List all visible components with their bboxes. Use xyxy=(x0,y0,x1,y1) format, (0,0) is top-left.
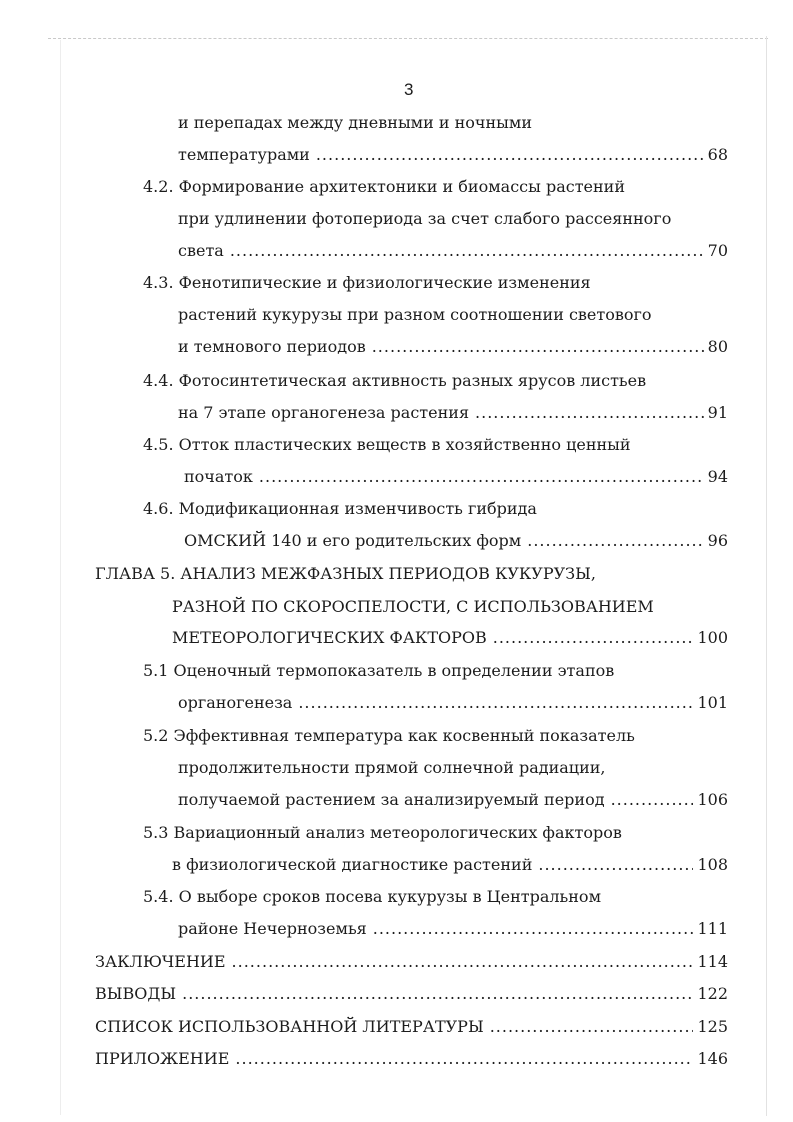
toc-entry-5-3[interactable] xyxy=(172,854,728,876)
toc-entry-appendix[interactable] xyxy=(95,1048,728,1070)
toc-chapter-5-line2: РАЗНОЙ ПО СКОРОСПЕЛОСТИ, С ИСПОЛЬЗОВАНИЕМ xyxy=(172,597,654,616)
toc-4-3-line2: растений кукурузы при разном соотношении светового xyxy=(178,305,652,324)
leader-dots xyxy=(316,144,704,166)
leader-dots xyxy=(232,951,694,973)
toc-4-6-line2: ОМСКИЙ 140 и его родительских форм xyxy=(184,531,522,550)
toc-references-title: СПИСОК ИСПОЛЬЗОВАННОЙ ЛИТЕРАТУРЫ xyxy=(95,1017,484,1036)
toc-4-6-line1: 4.6. Модификационная изменчивость гибрида xyxy=(143,499,537,518)
toc-entry-4-5[interactable] xyxy=(184,466,728,488)
toc-4-2-line2: при удлинении фотопериода за счет слабого рассеянного xyxy=(178,209,672,228)
toc-entry-4-6[interactable] xyxy=(184,530,728,552)
toc-4-5-line1: 4.5. Отток пластических веществ в хозяйственно ценный xyxy=(143,435,631,454)
toc-appendix-title: ПРИЛОЖЕНИЕ xyxy=(95,1049,230,1068)
toc-entry-4-4[interactable] xyxy=(178,402,728,424)
toc-4-4-line1: 4.4. Фотосинтетическая активность разных ярусов листьев xyxy=(143,371,647,390)
leader-dots xyxy=(298,692,693,714)
toc-findings-title: ВЫВОДЫ xyxy=(95,984,177,1003)
leader-dots xyxy=(235,1048,693,1070)
toc-entry-findings[interactable] xyxy=(95,983,728,1005)
leader-dots xyxy=(230,240,704,262)
toc-appendix-page: 146 xyxy=(697,1049,728,1068)
toc-5-4-page: 111 xyxy=(697,919,728,938)
toc-4-6-page: 96 xyxy=(707,531,728,550)
toc-5-1-line2: органогенеза xyxy=(178,693,293,712)
toc-5-3-line1: 5.3 Вариационный анализ метеорологических факторов xyxy=(143,823,622,842)
toc-4-2-line1: 4.2. Формирование архитектоники и биомассы растений xyxy=(143,177,625,196)
toc-entry-4-2[interactable] xyxy=(178,240,728,262)
leader-dots xyxy=(372,336,704,358)
leader-dots xyxy=(490,1016,694,1038)
toc-4-5-line2: початок xyxy=(184,467,253,486)
toc-entry-chapter-5[interactable] xyxy=(172,627,728,649)
toc-5-2-line1: 5.2 Эффективная температура как косвенный показатель xyxy=(143,726,635,745)
toc-conclusion-page: 114 xyxy=(697,952,728,971)
scan-edge-left xyxy=(60,40,61,1115)
toc-entry-references[interactable] xyxy=(95,1016,728,1038)
toc-4-3-line3: и темнового периодов xyxy=(178,337,366,356)
toc-4-3-line1: 4.3. Фенотипические и физиологические изменения xyxy=(143,273,591,292)
toc-entry-5-4[interactable] xyxy=(178,918,728,940)
toc-5-2-line2: продолжительности прямой солнечной радиации, xyxy=(178,758,606,777)
toc-references-page: 125 xyxy=(697,1017,728,1036)
toc-4-3-page: 80 xyxy=(707,337,728,356)
toc-conclusion-title: ЗАКЛЮЧЕНИЕ xyxy=(95,952,226,971)
toc-entry-4-1[interactable] xyxy=(178,144,728,166)
toc-5-3-line2: в физиологической диагностике растений xyxy=(172,855,533,874)
toc-5-2-page: 106 xyxy=(697,790,728,809)
page-number: 3 xyxy=(404,80,414,99)
toc-4-4-page: 91 xyxy=(707,403,728,422)
leader-dots xyxy=(182,983,693,1005)
toc-4-2-line3: света xyxy=(178,241,224,260)
leader-dots xyxy=(493,627,694,649)
scan-edge-top xyxy=(48,38,768,39)
leader-dots xyxy=(259,466,704,488)
toc-5-4-line1: 5.4. О выборе сроков посева кукурузы в Центральном xyxy=(143,887,602,906)
toc-chapter-5-line1: ГЛАВА 5. АНАЛИЗ МЕЖФАЗНЫХ ПЕРИОДОВ КУКУРУЗЫ, xyxy=(95,564,596,583)
toc-findings-page: 122 xyxy=(697,984,728,1003)
toc-4-4-line2: на 7 этапе органогенеза растения xyxy=(178,403,470,422)
toc-entry-4-3[interactable] xyxy=(178,336,728,358)
toc-chapter-5-page: 100 xyxy=(697,628,728,647)
toc-4-1-page: 68 xyxy=(707,145,728,164)
leader-dots xyxy=(527,530,703,552)
toc-5-2-line3: получаемой растением за анализируемый период xyxy=(178,790,605,809)
toc-5-3-page: 108 xyxy=(697,855,728,874)
scan-edge-right xyxy=(766,36,767,1116)
toc-chapter-5-line3: МЕТЕОРОЛОГИЧЕСКИХ ФАКТОРОВ xyxy=(172,628,487,647)
toc-5-1-page: 101 xyxy=(697,693,728,712)
toc-entry-5-1[interactable] xyxy=(178,692,728,714)
toc-5-1-line1: 5.1 Оценочный термопоказатель в определении этапов xyxy=(143,661,615,680)
leader-dots xyxy=(475,402,704,424)
leader-dots xyxy=(611,789,694,811)
toc-4-1-line1: и перепадах между дневными и ночными xyxy=(178,113,532,132)
toc-entry-conclusion[interactable] xyxy=(95,951,728,973)
toc-4-2-page: 70 xyxy=(707,241,728,260)
toc-4-1-line2: температурами xyxy=(178,145,310,164)
toc-4-5-page: 94 xyxy=(707,467,728,486)
toc-5-4-line2: районе Нечерноземья xyxy=(178,919,367,938)
toc-entry-5-2[interactable] xyxy=(178,789,728,811)
leader-dots xyxy=(538,854,693,876)
leader-dots xyxy=(373,918,694,940)
